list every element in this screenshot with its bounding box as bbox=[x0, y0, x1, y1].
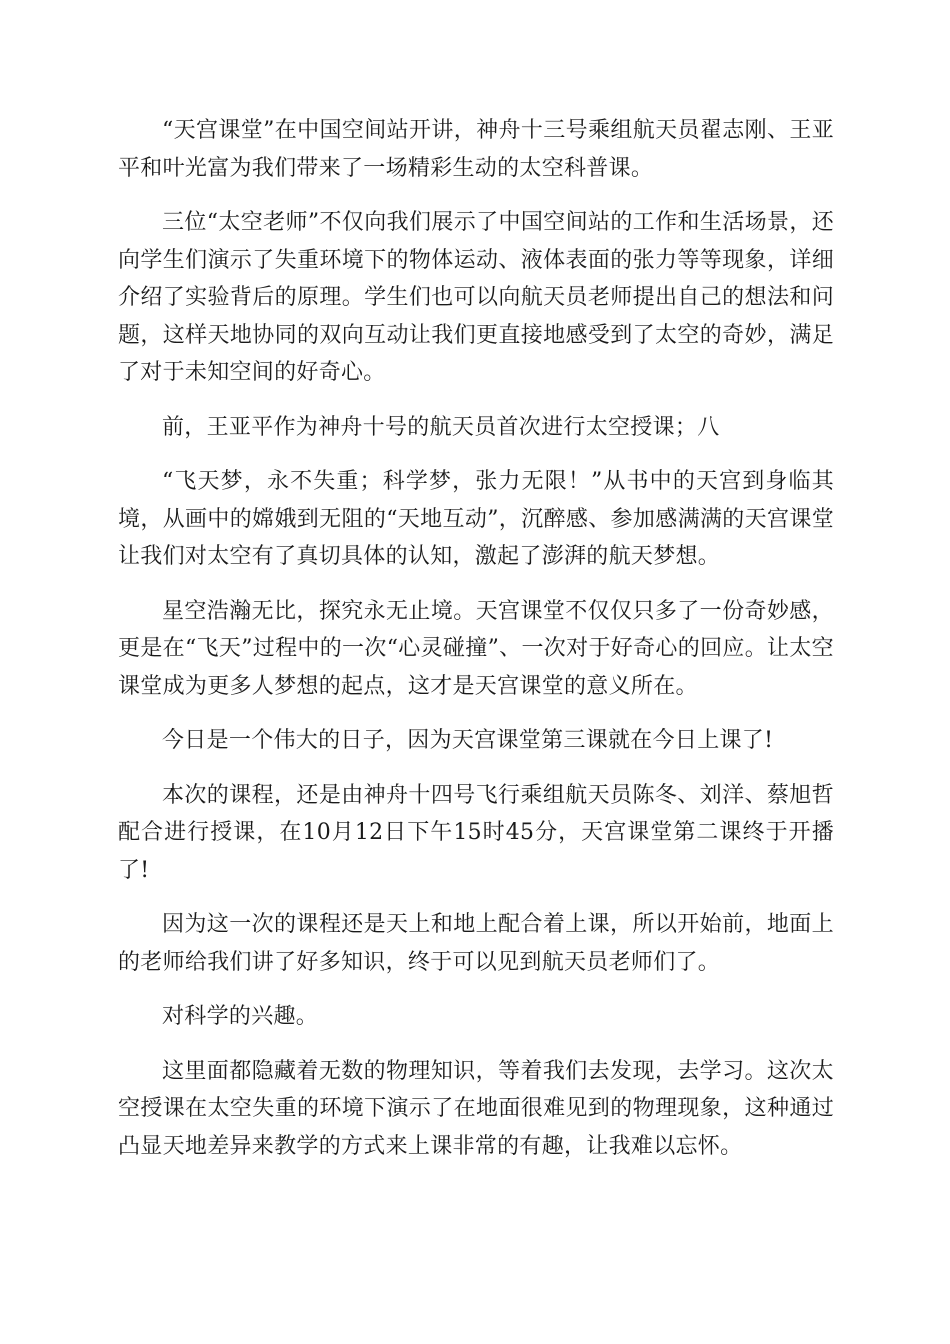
document-body bbox=[118, 112, 834, 1182]
paragraph-6: 今日是一个伟大的日子，因为天宫课堂第三课就在今日上课了! bbox=[162, 728, 774, 753]
paragraph-5: 星空浩瀚无比，探究永无止境。天宫课堂不仅仅只多了一份奇妙感，更是在“飞天”过程中的一次“心灵碰撞”、一次对于好奇心的回应。让太空课堂成为更多人梦想的起点，这才是天宫课堂的意义所在。 bbox=[118, 598, 834, 699]
paragraph-2: 三位“太空老师”不仅向我们展示了中国空间站的工作和生活场景，还向学生们演示了失重环境下的物体运动、液体表面的张力等等现象，详细介绍了实验背后的原理。学生们也可以向航天员老师提出自己的想法和问题，这样天地协同的双向互动让我们更直接地感受到了太空的奇妙，满足了对于未知空间的好奇心。 bbox=[118, 210, 834, 385]
paragraph-7: 本次的课程，还是由神舟十四号飞行乘组航天员陈冬、刘洋、蔡旭哲配合进行授课，在10月12日下午15时45分，天宫课堂第二课终于开播了! bbox=[118, 782, 834, 883]
paragraph-9: 对科学的兴趣。 bbox=[162, 1004, 319, 1029]
paragraph-3: 前，王亚平作为神舟十号的航天员首次进行太空授课；八 bbox=[162, 414, 720, 440]
paragraph-8: 因为这一次的课程还是天上和地上配合着上课，所以开始前，地面上的老师给我们讲了好多知识，终于可以见到航天员老师们了。 bbox=[118, 912, 834, 975]
paragraph-10: 这里面都隐藏着无数的物理知识，等着我们去发现，去学习。这次太空授课在太空失重的环境下演示了在地面很难见到的物理现象，这种通过凸显天地差异来教学的方式来上课非常的有趣，让我难以忘怀。 bbox=[118, 1058, 834, 1159]
paragraph-4: “飞天梦，永不失重；科学梦，张力无限！”从书中的天宫到身临其境，从画中的嫦娥到无阻的“天地互动”，沉醉感、参加感满满的天宫课堂让我们对太空有了真切具体的认知，激起了澎湃的航天梦想。 bbox=[118, 469, 834, 569]
paragraph-1: “天宫课堂”在中国空间站开讲，神舟十三号乘组航天员翟志刚、王亚平和叶光富为我们带来了一场精彩生动的太空科普课。 bbox=[118, 118, 834, 181]
